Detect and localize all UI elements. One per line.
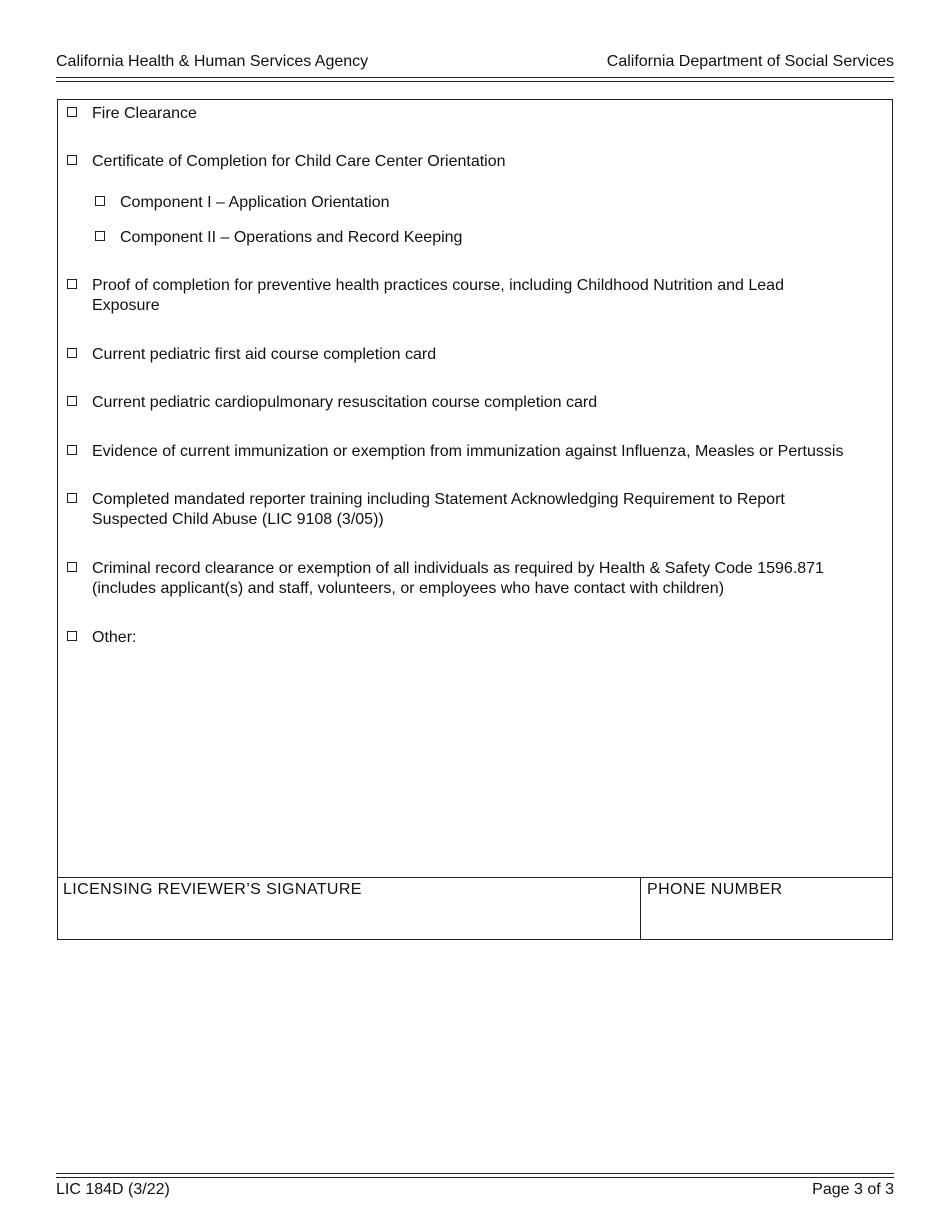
checkbox[interactable] <box>67 445 77 455</box>
checkbox[interactable] <box>67 155 77 165</box>
checkbox[interactable] <box>67 279 77 289</box>
form-id: LIC 184D (3/22) <box>56 1181 170 1198</box>
signature-row <box>57 877 893 940</box>
reviewer-signature-field[interactable] <box>57 878 641 940</box>
checkbox[interactable] <box>95 231 105 241</box>
agency-name: California Health & Human Services Agency <box>56 53 369 70</box>
checkbox[interactable] <box>67 107 77 117</box>
checkbox[interactable] <box>67 348 77 358</box>
phone-number-label: PHONE NUMBER <box>647 881 783 898</box>
department-name: California Department of Social Services <box>606 53 894 70</box>
reviewer-signature-label: LICENSING REVIEWER’S SIGNATURE <box>63 881 362 898</box>
checkbox[interactable] <box>67 493 77 503</box>
checkbox[interactable] <box>95 196 105 206</box>
checkbox[interactable] <box>67 396 77 406</box>
page-header <box>56 52 894 74</box>
page-number: Page 3 of 3 <box>812 1181 894 1198</box>
phone-number-field[interactable] <box>641 878 893 940</box>
checkbox[interactable] <box>67 631 77 641</box>
checklist-box: Fire Clearance Certificate of Completion for Child Care Center Orientation Component I – Application Orientation Component II – Operations and Record Keeping Proof of completion for preventive health practices course, including Childhood Nutrition and Lead Exposure Current pediatric first aid course completion card Current pediatric cardiopulmonary resuscitation course completion card Evidence of current immunization or exemption from immunization against Influenza, Measles or Pertussis Completed mandated reporter training including Statement Acknowledging Requirement to Report Suspected Child Abuse (LIC 9108 (3/05)) Criminal record clearance or exemption of all individuals as required by Health & Safety Code 1596.871 (includes applicant(s) and staff, volunteers, or employees who have contact with children) Other: <box>57 99 893 940</box>
footer-rule <box>56 1173 894 1178</box>
checkbox[interactable] <box>67 562 77 572</box>
header-rule <box>56 77 894 82</box>
